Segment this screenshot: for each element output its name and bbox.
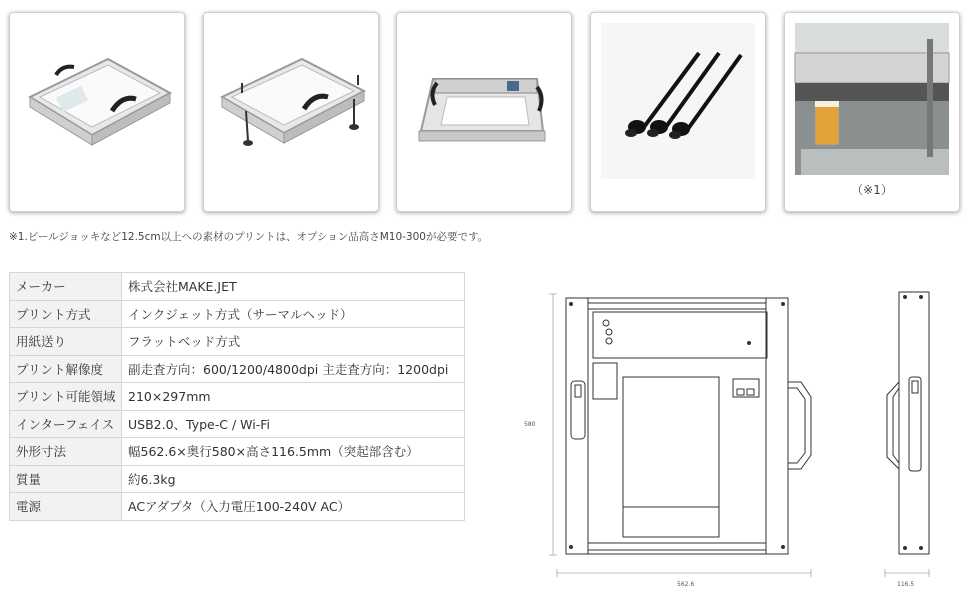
spec-label: インターフェイス <box>10 410 122 438</box>
product-photo-3[interactable] <box>396 12 572 212</box>
table-row <box>10 438 465 466</box>
dimension-lines <box>549 294 929 577</box>
spec-label: メーカー <box>10 273 122 301</box>
table-row <box>10 465 465 493</box>
spec-label: 用紙送り <box>10 328 122 356</box>
product-photo-2[interactable] <box>203 12 379 212</box>
spec-label: 電源 <box>10 493 122 521</box>
spec-value: フラットベッド方式 <box>122 328 465 356</box>
printer-photo-image <box>10 13 184 211</box>
spec-label: プリント可能領域 <box>10 383 122 411</box>
width-dimension-label: 562.6 <box>677 581 695 588</box>
table-row <box>10 273 465 301</box>
spec-label: プリント方式 <box>10 300 122 328</box>
height-rods-photo-image <box>591 13 765 211</box>
spec-value: 幅562.6×奥行580×高さ116.5mm（突起部含む） <box>122 438 465 466</box>
spec-label: 外形寸法 <box>10 438 122 466</box>
product-photo-5[interactable] <box>784 12 960 212</box>
spec-value: 約6.3kg <box>122 465 465 493</box>
photo-caption: （※1） <box>851 183 893 197</box>
spec-label: 質量 <box>10 465 122 493</box>
table-row <box>10 328 465 356</box>
spec-label: プリント解像度 <box>10 355 122 383</box>
spec-table <box>9 272 465 521</box>
depth-dimension-label: 116.5 <box>897 581 915 588</box>
side-view <box>887 292 929 554</box>
table-row <box>10 493 465 521</box>
spec-value: 副走査方向：600/1200/4800dpi 主走査方向：1200dpi <box>122 355 465 383</box>
footnote: ※1.ビールジョッキなど12.5cm以上への素材のプリントは、オプション品高さM10-300が必要です。 <box>9 231 489 243</box>
product-photo-4[interactable] <box>590 12 766 212</box>
spec-value: USB2.0、Type-C / Wi-Fi <box>122 410 465 438</box>
spec-value: 210×297mm <box>122 383 465 411</box>
product-photo-1[interactable] <box>9 12 185 212</box>
dimension-drawing <box>505 285 955 590</box>
printer-with-legs-photo-image <box>204 13 378 211</box>
printer-top-photo-image <box>397 13 571 211</box>
spec-value: 株式会社MAKE.JET <box>122 273 465 301</box>
height-dimension-label: 580 <box>524 421 536 428</box>
table-row <box>10 355 465 383</box>
spec-value: ACアダプタ（入力電圧100-240V AC） <box>122 493 465 521</box>
spec-value: インクジェット方式（サーマルヘッド） <box>122 300 465 328</box>
table-row <box>10 300 465 328</box>
front-view <box>566 298 811 554</box>
table-row <box>10 383 465 411</box>
table-row <box>10 410 465 438</box>
